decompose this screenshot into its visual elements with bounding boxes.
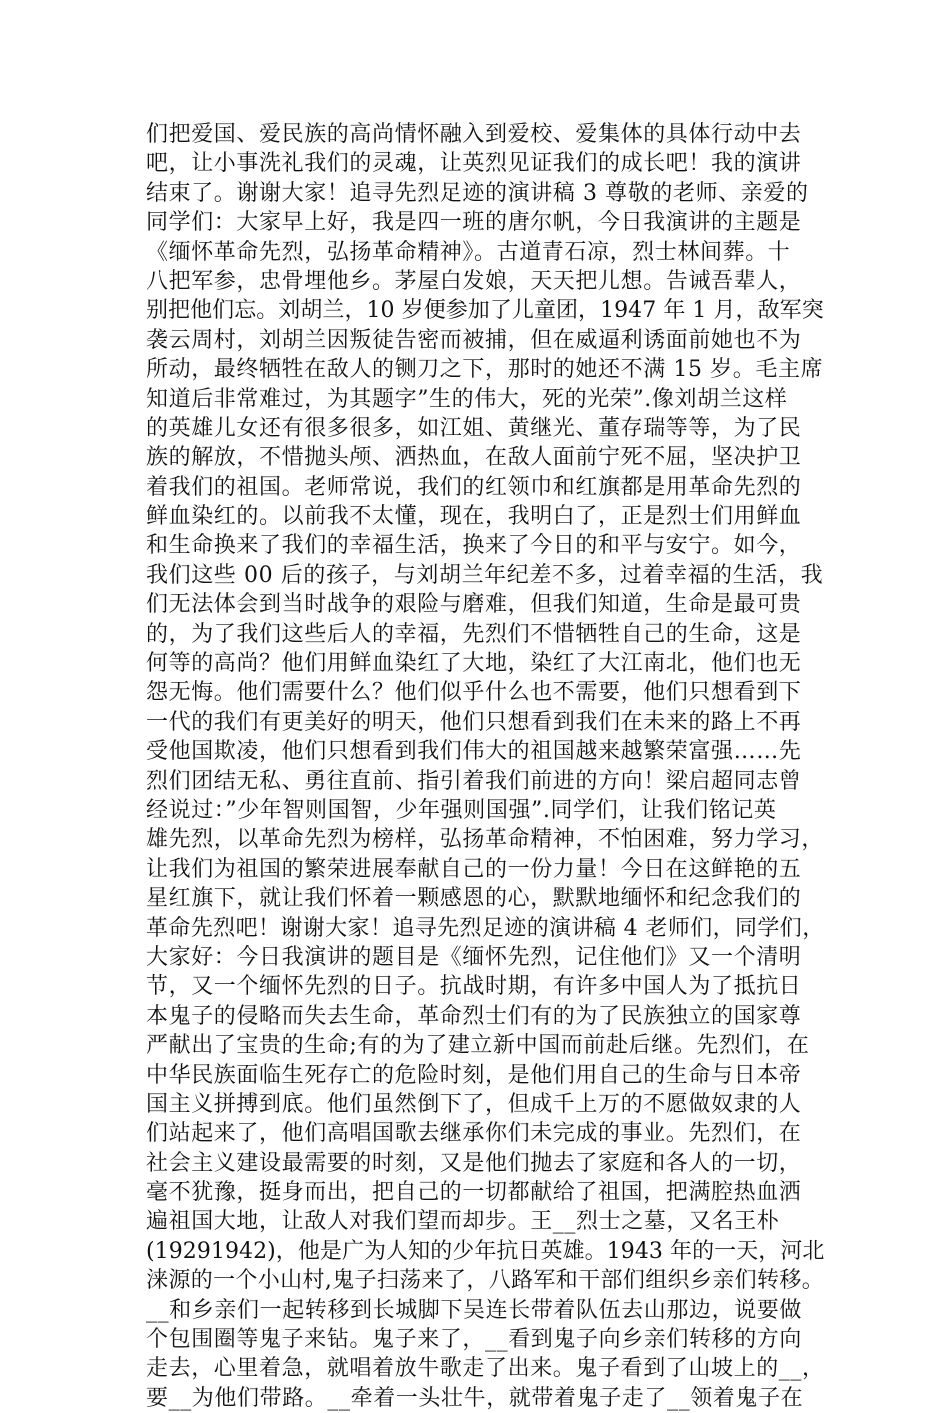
text-line: 一代的我们有更美好的明天，他们只想看到我们在未来的路上不再 — [146, 709, 802, 735]
text-line: 毫不犹豫，挺身而出，把自己的一切都献给了祖国，把满腔热血洒 — [146, 1180, 802, 1206]
text-line: __和乡亲们一起转移到长城脚下吴连长带着队伍去山那边，说要做 — [146, 1297, 803, 1323]
text-line: 袭云周村，刘胡兰因叛徒告密而被捕，但在威逼利诱面前她也不为 — [146, 327, 802, 353]
text-line: 吧，让小事洗礼我们的灵魂，让英烈见证我们的成长吧！我的演讲 — [146, 151, 802, 177]
text-line: 涞源的一个小山村,鬼子扫荡来了，八路军和干部们组织乡亲们转移。 — [146, 1268, 825, 1294]
text-line: 星红旗下，就让我们怀着一颗感恩的心，默默地缅怀和纪念我们的 — [146, 886, 802, 912]
text-line: 个包围圈等鬼子来钻。鬼子来了，__看到鬼子向乡亲们转移的方向 — [146, 1327, 803, 1353]
text-line: 和生命换来了我们的幸福生活，换来了今日的和平与安宁。如今， — [146, 533, 802, 559]
text-line: 结束了。谢谢大家！追寻先烈足迹的演讲稿 3 尊敬的老师、亲爱的 — [146, 180, 809, 206]
text-line: 烈们团结无私、勇往直前、指引着我们前进的方向！梁启超同志曾 — [146, 768, 802, 794]
text-line: 革命先烈吧！谢谢大家！追寻先烈足迹的演讲稿 4 老师们，同学们， — [146, 915, 825, 941]
text-line: 知道后非常难过，为其题字”生的伟大，死的光荣”.像刘胡兰这样 — [146, 386, 788, 412]
text-line: 国主义拼搏到底。他们虽然倒下了，但成千上万的不愿做奴隶的人 — [146, 1091, 802, 1117]
text-line: 族的解放，不惜抛头颅、洒热血，在敌人面前宁死不屈，坚决护卫 — [146, 445, 802, 471]
text-line: 别把他们忘。刘胡兰，10 岁便参加了儿童团，1947 年 1 月，敌军突 — [146, 298, 824, 324]
text-line: 鲜血染红的。以前我不太懂，现在，我明白了，正是烈士们用鲜血 — [146, 504, 802, 530]
text-line: 遍祖国大地，让敌人对我们望而却步。王__烈士之墓，又名王朴 — [146, 1209, 780, 1235]
text-line: 本鬼子的侵略而失去生命，革命烈士们有的为了民族独立的国家尊 — [146, 1003, 802, 1029]
text-line: 节，又一个缅怀先烈的日子。抗战时期，有许多中国人为了抵抗日 — [146, 974, 802, 1000]
text-line: 何等的高尚？他们用鲜血染红了大地，染红了大江南北，他们也无 — [146, 651, 802, 677]
body-text — [146, 120, 826, 1413]
text-line: 的英雄儿女还有很多很多，如江姐、黄继光、董存瑞等等，为了民 — [146, 415, 802, 441]
text-line: 社会主义建设最需要的时刻，又是他们抛去了家庭和各人的一切， — [146, 1150, 802, 1176]
text-line: 们把爱国、爱民族的高尚情怀融入到爱校、爱集体的具体行动中去 — [146, 122, 802, 147]
text-line: 着我们的祖国。老师常说，我们的红领巾和红旗都是用革命先烈的 — [146, 474, 802, 500]
text-line: 《缅怀革命先烈，弘扬革命精神》。古道青石凉，烈士林间葬。十 — [146, 239, 791, 265]
text-line: 走去，心里着急，就唱着放牛歌走了出来。鬼子看到了山坡上的__， — [146, 1356, 825, 1382]
text-line: 受他国欺凌，他们只想看到我们伟大的祖国越来越繁荣富强……先 — [146, 739, 802, 765]
text-line: 们无法体会到当时战争的艰险与磨难，但我们知道，生命是最可贵 — [146, 592, 802, 618]
text-line: 经说过：”少年智则国智，少年强则国强”.同学们，让我们铭记英 — [146, 797, 777, 823]
text-line: (19291942)，他是广为人知的少年抗日英雄。1943 年的一天，河北 — [146, 1238, 825, 1264]
text-line: 中华民族面临生死存亡的危险时刻，是他们用自己的生命与日本帝 — [146, 1062, 802, 1088]
text-line: 所动，最终牺牲在敌人的铡刀之下，那时的她还不满 15 岁。毛主席 — [146, 357, 824, 383]
text-line: 的，为了我们这些后人的幸福，先烈们不惜牺牲自己的生命，这是 — [146, 621, 802, 647]
text-line: 我们这些 00 后的孩子，与刘胡兰年纪差不多，过着幸福的生活，我 — [146, 562, 824, 588]
text-line: 同学们：大家早上好，我是四一班的唐尔帆，今日我演讲的主题是 — [146, 210, 802, 236]
text-line: 八把军参，忠骨埋他乡。茅屋白发娘，天天把儿想。告诫吾辈人， — [146, 268, 802, 294]
text-line: 大家好：今日我演讲的题目是《缅怀先烈，记住他们》又一个清明 — [146, 944, 802, 970]
text-line: 严献出了宝贵的生命;有的为了建立新中国而前赴后继。先烈们，在 — [146, 1033, 810, 1059]
text-line: 雄先烈，以革命先烈为榜样，弘扬革命精神，不怕困难，努力学习， — [146, 827, 825, 853]
text-line: 让我们为祖国的繁荣进展奉献自己的一份力量！今日在这鲜艳的五 — [146, 856, 802, 882]
text-line: 们站起来了，他们高唱国歌去继承你们未完成的事业。先烈们，在 — [146, 1121, 802, 1147]
text-line: 要__为他们带路。__牵着一头壮牛，就带着鬼子走了__领着鬼子在 — [146, 1385, 804, 1411]
text-line: 怨无悔。他们需要什么？他们似乎什么也不需要，他们只想看到下 — [146, 680, 802, 706]
